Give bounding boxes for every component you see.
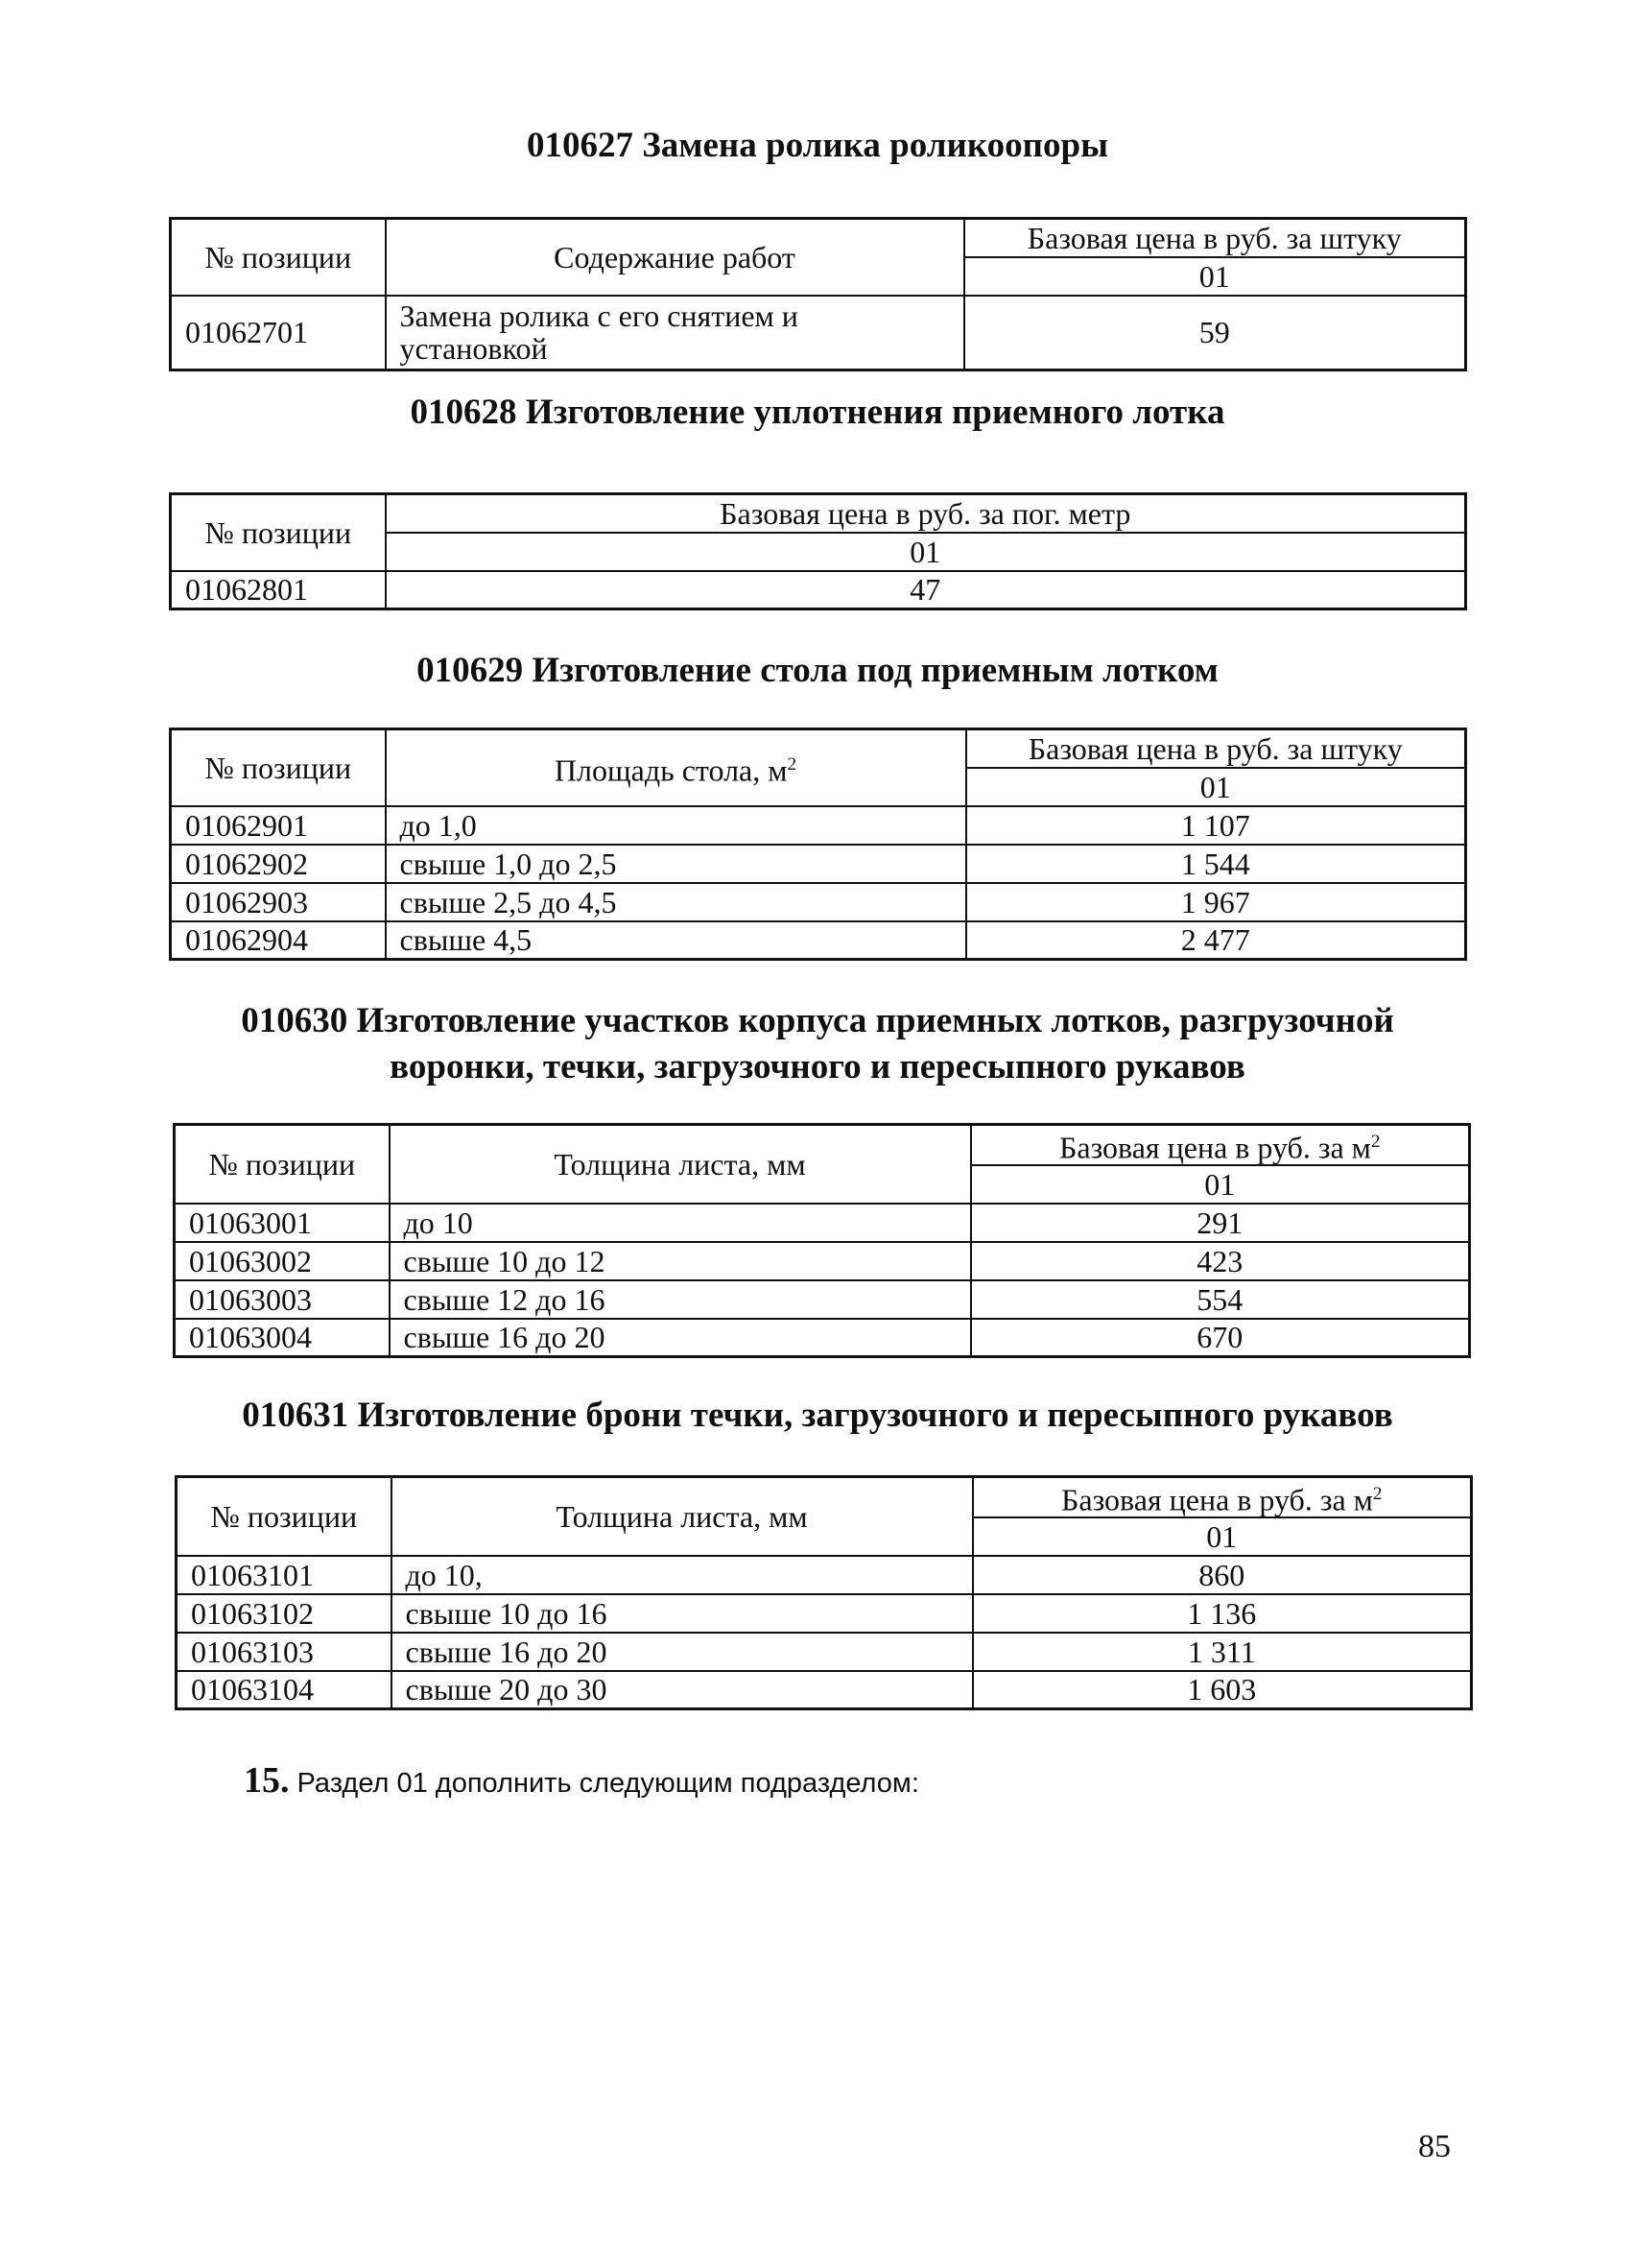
price-value: 554 — [971, 1280, 1470, 1319]
thickness-range: до 10 — [390, 1204, 971, 1242]
position-number: 01063002 — [175, 1242, 390, 1280]
table-row — [171, 921, 1466, 960]
column-header-base-price: Базовая цена в руб. за $м^2$ — [971, 1125, 1470, 1165]
table-row — [175, 1280, 1470, 1319]
area-range: свыше 1,0 до 2,5 — [386, 845, 966, 883]
column-header-sheet-thickness: Толщина листа, мм — [391, 1477, 973, 1556]
price-value: 860 — [973, 1556, 1472, 1594]
column-header-position: № позиции — [175, 1125, 390, 1204]
price-value: 1 136 — [973, 1594, 1472, 1633]
thickness-range: свыше 10 до 16 — [391, 1594, 973, 1633]
position-number: 01062902 — [171, 845, 386, 883]
price-value: 1 603 — [973, 1671, 1472, 1709]
amendment-note — [244, 1759, 919, 1802]
table-row — [177, 1556, 1472, 1594]
page-number: 85 — [1418, 2129, 1451, 2164]
table-row — [171, 296, 1466, 370]
area-range: до 1,0 — [386, 806, 966, 845]
price-table-010630 — [173, 1123, 1471, 1358]
table-row — [175, 1242, 1470, 1280]
column-header-work-content: Содержание работ — [386, 219, 964, 296]
price-value: 2 477 — [966, 921, 1466, 960]
price-value: 423 — [971, 1242, 1470, 1280]
column-header-base-price: Базовая цена в руб. за $м^2$ — [973, 1477, 1472, 1517]
price-table-010629 — [169, 728, 1467, 961]
column-header-position: № позиции — [177, 1477, 391, 1556]
column-header-price-code: 01 — [964, 257, 1466, 296]
thickness-range: свыше 10 до 12 — [390, 1242, 971, 1280]
thickness-range: свыше 20 до 30 — [391, 1671, 973, 1709]
column-header-sheet-thickness: Толщина листа, мм — [390, 1125, 971, 1204]
position-number: 01063101 — [177, 1556, 391, 1594]
price-table-010628 — [169, 492, 1467, 610]
column-header-price-code: 01 — [971, 1165, 1470, 1204]
price-value: 1 107 — [966, 806, 1466, 845]
area-range: свыше 2,5 до 4,5 — [386, 883, 966, 921]
column-header-price-code: 01 — [973, 1517, 1472, 1556]
table-row — [175, 1204, 1470, 1242]
price-value: 1 544 — [966, 845, 1466, 883]
section-title-010630 — [0, 998, 1635, 1090]
position-number: 01063003 — [175, 1280, 390, 1319]
position-number: 01063104 — [177, 1671, 391, 1709]
section-title-010631: 010631 Изготовление брони течки, загрузочного и пересыпного рукавов — [242, 1396, 1393, 1435]
table-row — [171, 845, 1466, 883]
section-title-line-2: воронки, течки, загрузочного и пересыпного рукавов — [390, 1047, 1245, 1086]
position-number: 01063103 — [177, 1633, 391, 1671]
position-number: 01062901 — [171, 806, 386, 845]
column-header-price-code: 01 — [966, 768, 1466, 806]
price-value: 1 967 — [966, 883, 1466, 921]
note-text: Раздел 01 дополнить следующим подразделом: — [289, 1768, 919, 1799]
note-number: 15. — [244, 1760, 290, 1801]
price-table-010627 — [169, 217, 1467, 371]
thickness-range: до 10, — [391, 1556, 973, 1594]
table-row — [171, 571, 1466, 609]
price-table-010631 — [175, 1475, 1473, 1710]
column-header-position: № позиции — [171, 494, 386, 571]
position-number: 01062701 — [171, 296, 386, 370]
position-number: 01063001 — [175, 1204, 390, 1242]
work-description: Замена ролика с его снятием и установкой — [386, 296, 964, 370]
position-number: 01062903 — [171, 883, 386, 921]
column-header-price-code: 01 — [386, 533, 1466, 571]
position-number: 01062801 — [171, 571, 386, 609]
column-header-base-price: Базовая цена в руб. за штуку — [964, 219, 1466, 257]
thickness-range: свыше 12 до 16 — [390, 1280, 971, 1319]
column-header-position: № позиции — [171, 729, 386, 806]
column-header-table-area: Площадь стола, $м^2$ — [386, 729, 966, 806]
price-value: 291 — [971, 1204, 1470, 1242]
table-row — [177, 1671, 1472, 1709]
section-title-010628: 010628 Изготовление уплотнения приемного лотка — [410, 393, 1225, 432]
table-row — [177, 1594, 1472, 1633]
thickness-range: свыше 16 до 20 — [390, 1319, 971, 1357]
area-range: свыше 4,5 — [386, 921, 966, 960]
position-number: 01062904 — [171, 921, 386, 960]
column-header-base-price: Базовая цена в руб. за пог. метр — [386, 494, 1466, 533]
price-value: 59 — [964, 296, 1466, 370]
section-title-line-1: 010630 Изготовление участков корпуса приемных лотков, разгрузочной — [241, 1001, 1394, 1040]
table-row — [175, 1319, 1470, 1357]
price-value: 47 — [386, 571, 1466, 609]
column-header-base-price: Базовая цена в руб. за штуку — [966, 729, 1466, 768]
section-title-010629: 010629 Изготовление стола под приемным лотком — [416, 651, 1219, 690]
section-title-010627: 010627 Замена ролика роликоопоры — [527, 126, 1108, 165]
table-row — [171, 806, 1466, 845]
column-header-position: № позиции — [171, 219, 386, 296]
price-value: 670 — [971, 1319, 1470, 1357]
price-value: 1 311 — [973, 1633, 1472, 1671]
position-number: 01063004 — [175, 1319, 390, 1357]
table-row — [171, 883, 1466, 921]
position-number: 01063102 — [177, 1594, 391, 1633]
thickness-range: свыше 16 до 20 — [391, 1633, 973, 1671]
table-row — [177, 1633, 1472, 1671]
